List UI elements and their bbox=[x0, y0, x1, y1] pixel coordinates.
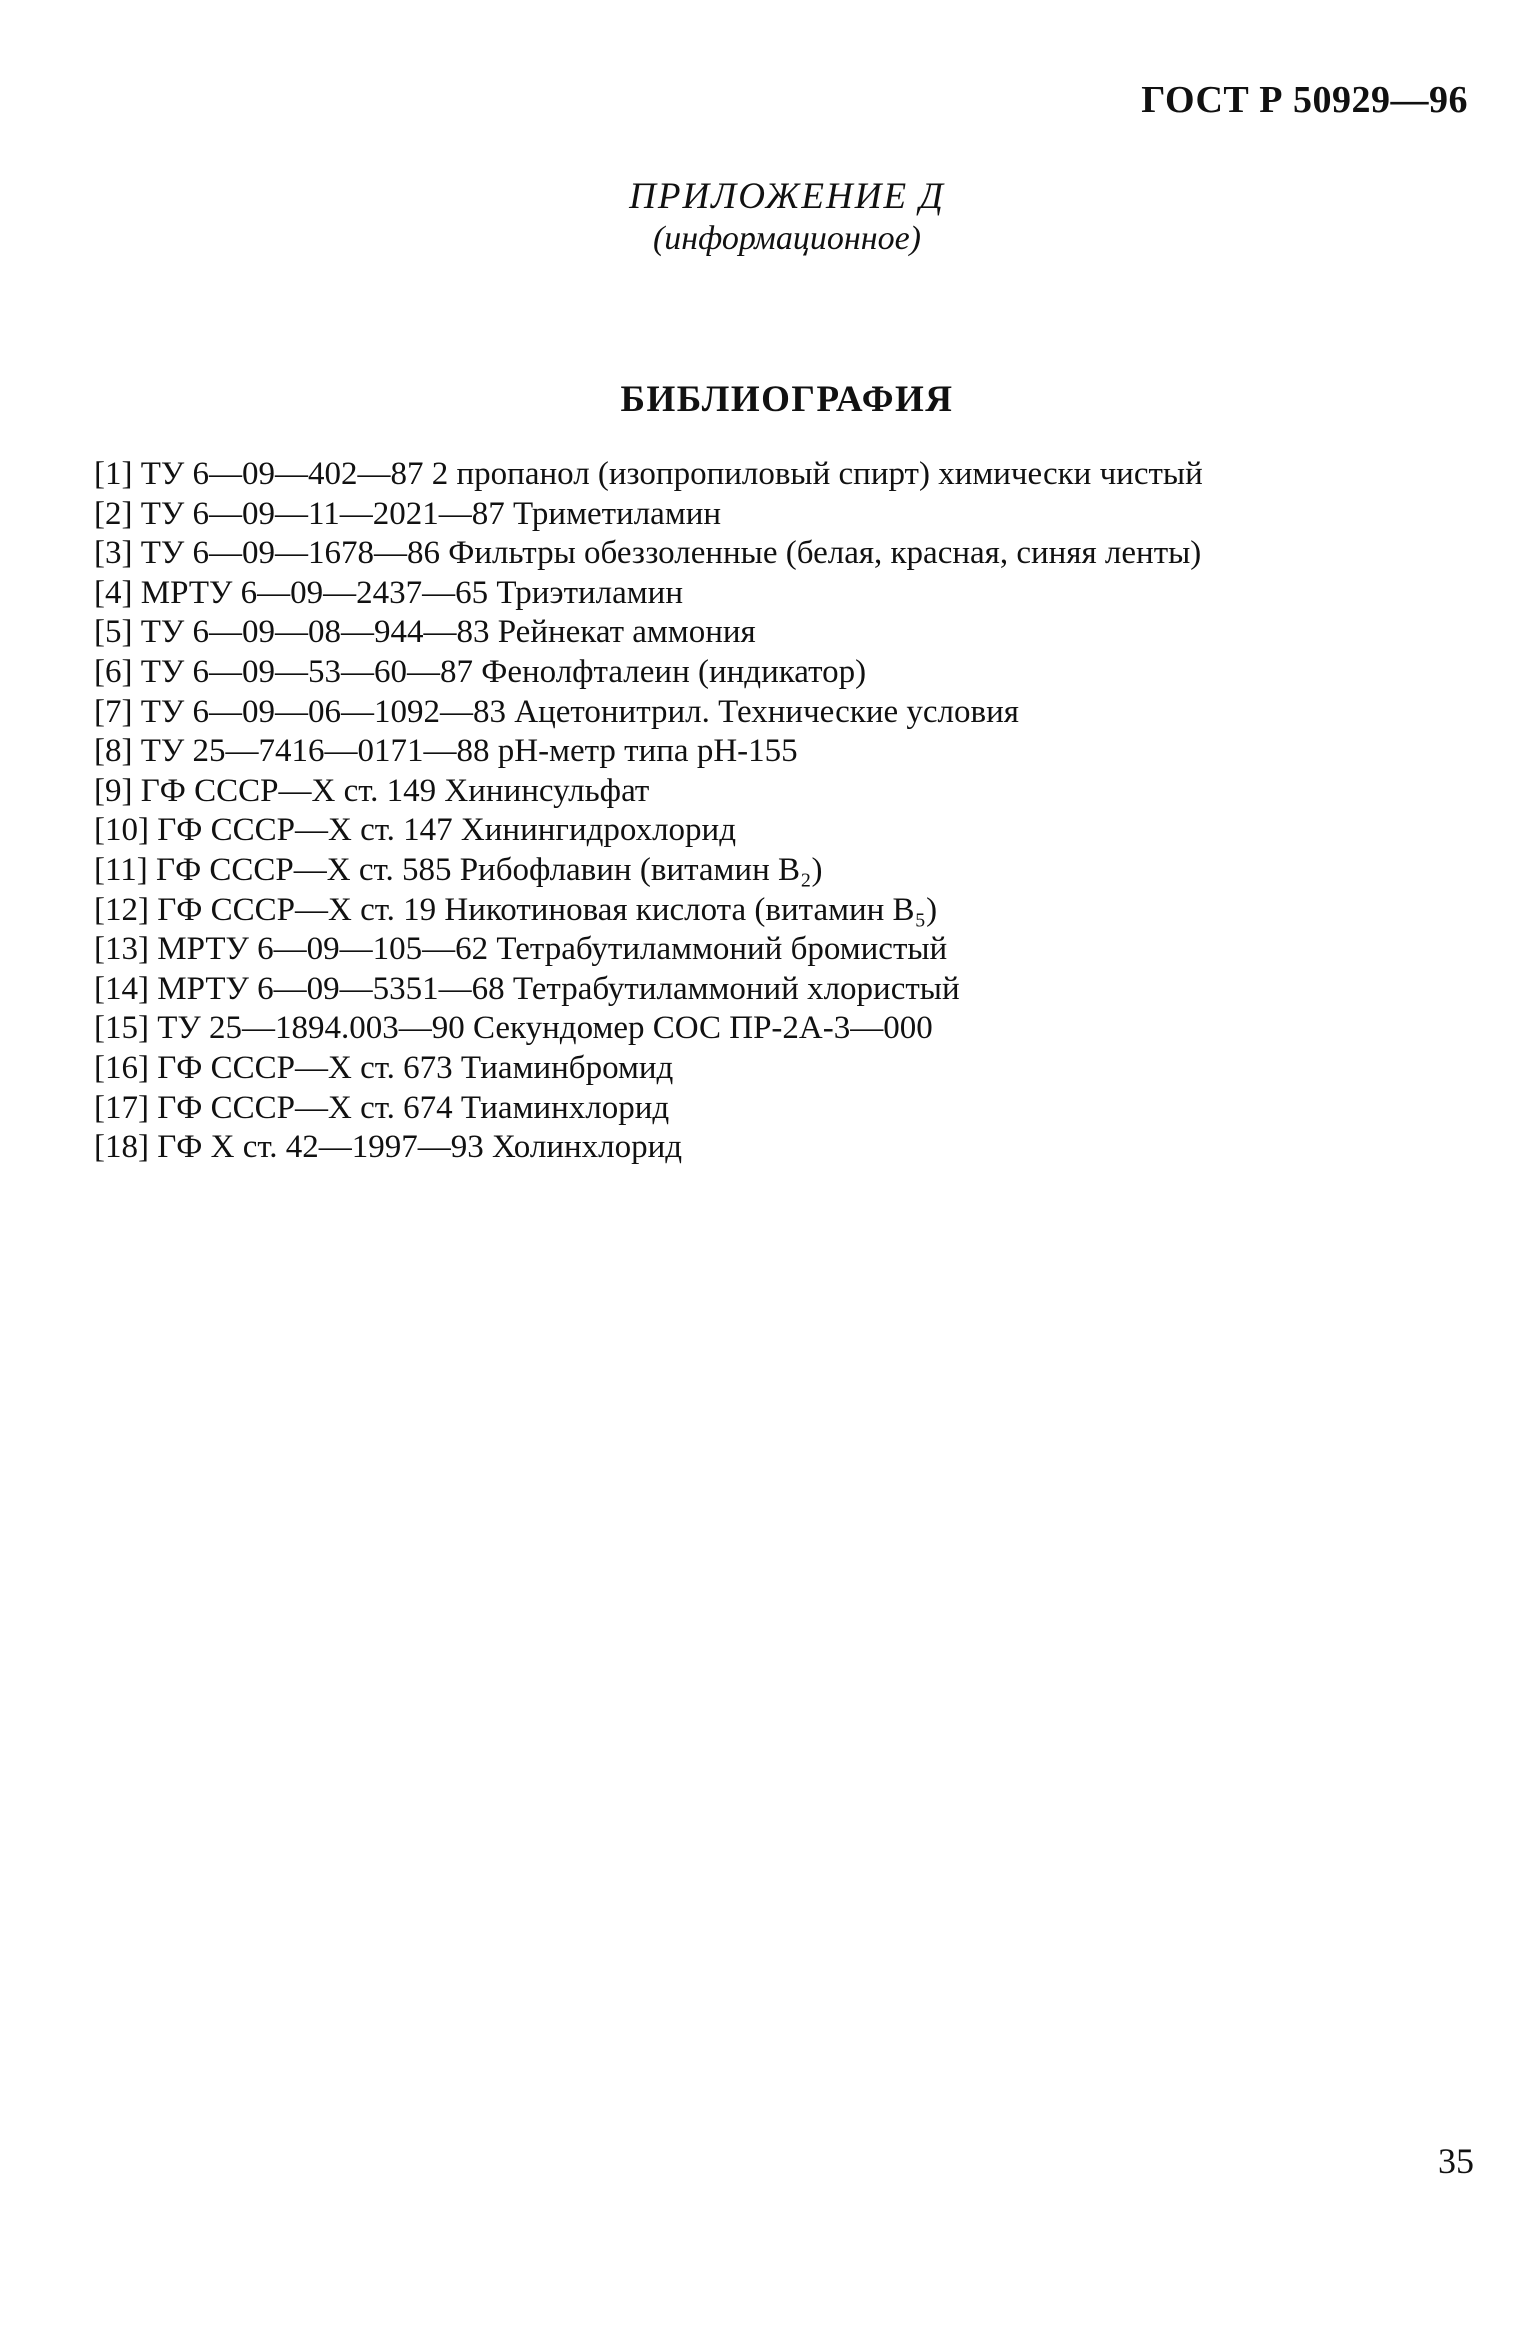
bibliography-item: [11] ГФ СССР—Х ст. 585 Рибофлавин (витамин В₂) bbox=[94, 851, 823, 888]
bibliography-item: [3] ТУ 6—09—1678—86 Фильтры обеззоленные (белая, красная, синяя ленты) bbox=[94, 535, 1202, 572]
bibliography-item: [18] ГФ Х ст. 42—1997—93 Холинхлорид bbox=[94, 1129, 683, 1166]
bibliography-item: [9] ГФ СССР—Х ст. 149 Хининсульфат bbox=[94, 772, 650, 809]
bibliography-item: [2] ТУ 6—09—11—2021—87 Триметиламин bbox=[94, 495, 722, 532]
bibliography-item: [8] ТУ 25—7416—0171—88 pH-метр типа pH-155 bbox=[94, 733, 798, 770]
appendix-title: ПРИЛОЖЕНИЕ Д bbox=[629, 176, 945, 217]
bibliography-item: [4] МРТУ 6—09—2437—65 Триэтиламин bbox=[94, 574, 683, 611]
bibliography-item: [12] ГФ СССР—Х ст. 19 Никотиновая кислота (витамин В₅) bbox=[94, 891, 938, 928]
bibliography-item: [17] ГФ СССР—Х ст. 674 Тиаминхлорид bbox=[94, 1089, 670, 1126]
section-title: БИБЛИОГРАФИЯ bbox=[620, 379, 954, 420]
bibliography-item: [14] МРТУ 6—09—5351—68 Тетрабутиламмоний хлористый bbox=[94, 970, 960, 1007]
bibliography-item: [15] ТУ 25—1894.003—90 Секундомер СОС ПР-2А-3—000 bbox=[94, 1010, 933, 1047]
bibliography-item: [10] ГФ СССР—Х ст. 147 Хинингидрохлорид bbox=[94, 812, 736, 849]
bibliography-item: [16] ГФ СССР—Х ст. 673 Тиаминбромид bbox=[94, 1049, 674, 1086]
bibliography-list bbox=[94, 455, 1474, 1168]
bibliography-item: [5] ТУ 6—09—08—944—83 Рейнекат аммония bbox=[94, 614, 756, 651]
page-number: 35 bbox=[1438, 2141, 1474, 2181]
bibliography-item: [1] ТУ 6—09—402—87 2 пропанол (изопропиловый спирт) химически чистый bbox=[94, 456, 1203, 492]
bibliography-item: [7] ТУ 6—09—06—1092—83 Ацетонитрил. Технические условия bbox=[94, 693, 1019, 730]
appendix-subtitle: (информационное) bbox=[652, 220, 922, 257]
bibliography-item: [6] ТУ 6—09—53—60—87 Фенолфталеин (индикатор) bbox=[94, 653, 867, 690]
bibliography-item: [13] МРТУ 6—09—105—62 Тетрабутиламмоний бромистый bbox=[94, 931, 948, 968]
appendix-heading bbox=[0, 176, 1534, 260]
document-code: ГОСТ Р 50929—96 bbox=[1141, 79, 1468, 121]
